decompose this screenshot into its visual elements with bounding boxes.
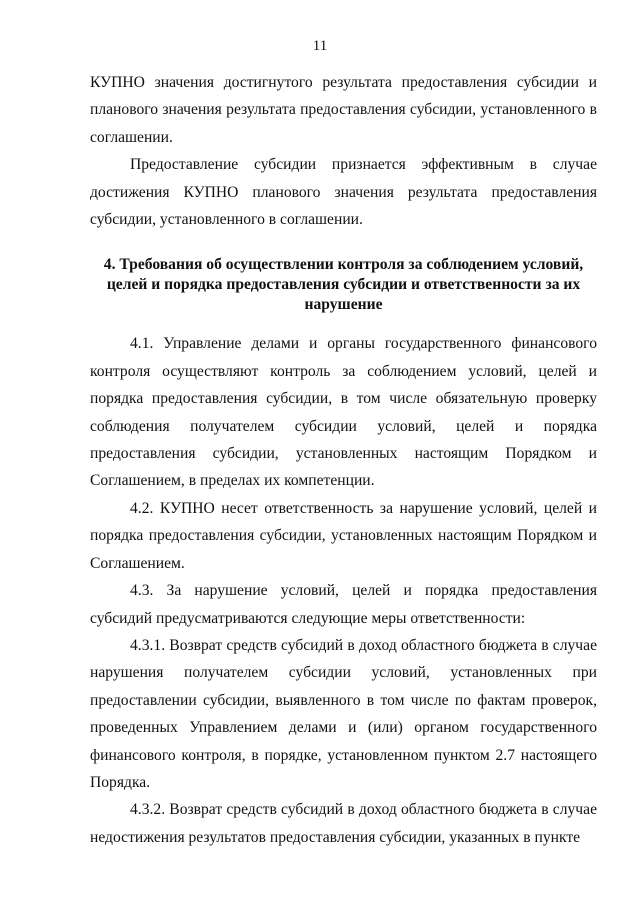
paragraph-4-3-1: 4.3.1. Возврат средств субсидий в доход областного бюджета в случае нарушения получателем субсидии условий, установленных при предоставлении субсидии, выявленного в том числе по фактам проверок, проведенных Управлением делами и (или) органом государственного финансового контроля, в порядке, установленном пунктом 2.7 настоящего Порядка.: [90, 636, 597, 791]
paragraph-4-2: 4.2. КУПНО несет ответственность за нарушение условий, целей и порядка предоставления субсидии, установленных настоящим Порядком и Соглашением.: [90, 499, 597, 572]
paragraph-continuation: КУПНО значения достигнутого результата предоставления субсидии и планового значения результата предоставления субсидии, установленного в соглашении.: [90, 74, 597, 146]
section-heading: [90, 255, 597, 315]
section-heading-line: целей и порядка предоставления субсидии и ответственности за их: [106, 276, 581, 294]
paragraph-4-3: 4.3. За нарушение условий, целей и порядка предоставления субсидий предусматриваются следующие меры ответственности:: [90, 582, 597, 627]
document-body: [90, 69, 597, 851]
page-number: 11: [312, 38, 328, 54]
paragraph-4-3-2: 4.3.2. Возврат средств субсидий в доход областного бюджета в случае недостижения результатов предоставления субсидии, указанных в пункте: [90, 801, 597, 846]
section-heading-line: нарушение: [304, 296, 383, 314]
paragraph-effectiveness: Предоставление субсидии признается эффективным в случае достижения КУПНО планового значения результата предоставления субсидии, установленного в соглашении.: [90, 156, 597, 229]
section-heading-line: 4. Требования об осуществлении контроля за соблюдением условий,: [103, 256, 584, 274]
paragraph-4-1: 4.1. Управление делами и органы государственного финансового контроля осуществляют контроль за соблюдением условий, целей и порядка предоставления субсидии, в том числе обязательную проверку соблюдения получателем субсидии условий, целей и порядка предоставления субсидии, установленных настоящим Порядком и Соглашением, в пределах их компетенции.: [90, 335, 597, 490]
